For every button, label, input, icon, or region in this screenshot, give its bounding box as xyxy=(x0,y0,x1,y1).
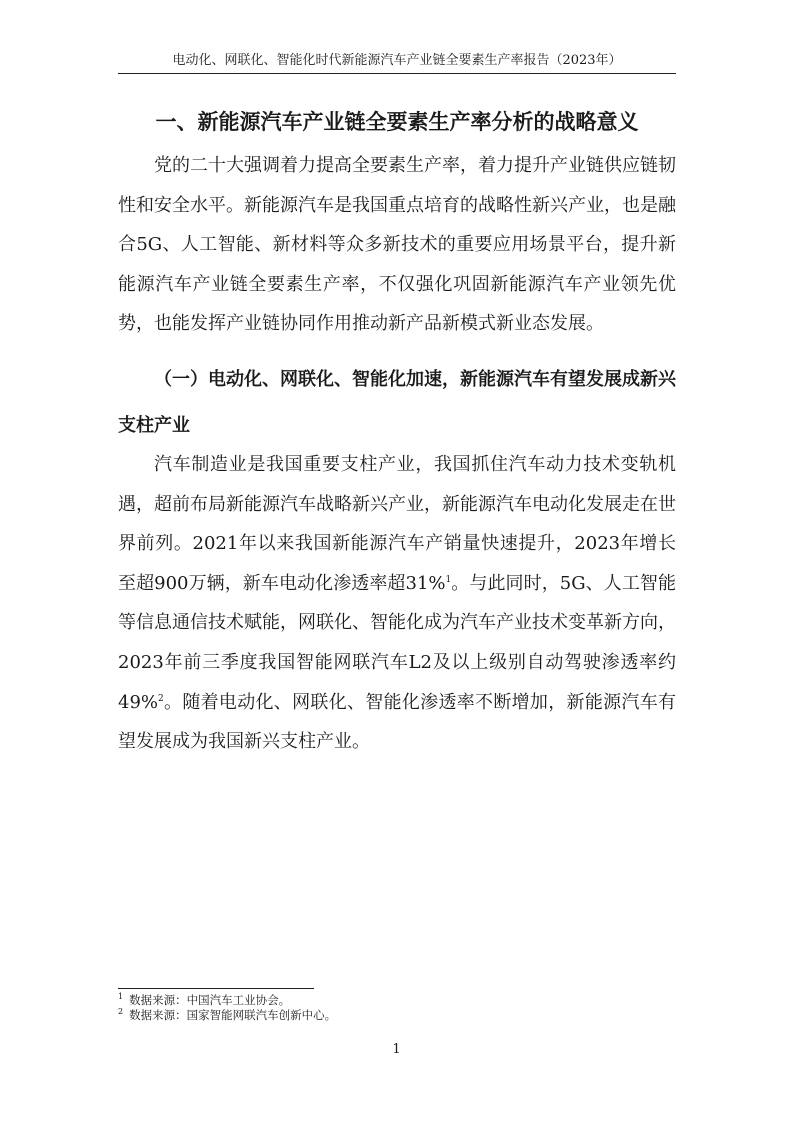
section-title: 一、新能源汽车产业链全要素生产率分析的战略意义 xyxy=(155,110,639,134)
page-number: 1 xyxy=(392,1042,401,1057)
footnotes xyxy=(118,993,676,1023)
intro-paragraph: 党的二十大强调着力提高全要素生产率，着力提升产业链供应链韧性和安全水平。新能源汽车是我国重点培育的战略性新兴产业，也是融合5G、人工智能、新材料等众多新技术的重要应用场景平台，提升新能源汽车产业链全要素生产率，不仅强化巩固新能源汽车产业领先优势，也能发挥产业链协同作用推动新产品新模式新业态发展。 xyxy=(118,155,676,335)
body-text-part1: 汽车制造业是我国重要支柱产业，我国抓住汽车动力技术变轨机遇，超前布局新能源汽车战略新兴产业，新能源汽车电动化发展走在世界前列。2021年以来我国新能源汽车产销量快速提升，2023年增长至超900万辆，新车电动化渗透率超31% xyxy=(118,454,676,594)
body-paragraph xyxy=(118,445,676,762)
subsection-title: （一）电动化、网联化、智能化加速，新能源汽车有望发展成新兴支柱产业 xyxy=(118,369,676,436)
footnote-number: 2 xyxy=(118,1007,124,1017)
footnote-item xyxy=(118,993,676,1008)
footnote-number: 1 xyxy=(118,992,124,1002)
footnote-divider xyxy=(118,988,314,989)
body-text-part3: 。随着电动化、网联化、智能化渗透率不断增加，新能源汽车有望发展成为我国新兴支柱产业。 xyxy=(118,691,676,753)
running-header-title: 电动化、网联化、智能化时代新能源汽车产业链全要素生产率报告（2023年） xyxy=(172,53,622,68)
footnote-ref-2[interactable]: 2 xyxy=(158,693,164,704)
body-text-part2: 。与此同时，5G、人工智能等信息通信技术赋能，网联化、智能化成为汽车产业技术变革新方向，2023年前三季度我国智能网联汽车L2及以上级别自动驾驶渗透率约49% xyxy=(118,572,676,713)
footnote-item xyxy=(118,1008,676,1023)
footnote-text: 数据来源：中国汽车工业协会。 xyxy=(129,993,291,1007)
running-header xyxy=(118,52,676,74)
footnote-text: 数据来源：国家智能网联汽车创新中心。 xyxy=(129,1008,337,1022)
footnote-ref-1[interactable]: 1 xyxy=(445,574,452,585)
